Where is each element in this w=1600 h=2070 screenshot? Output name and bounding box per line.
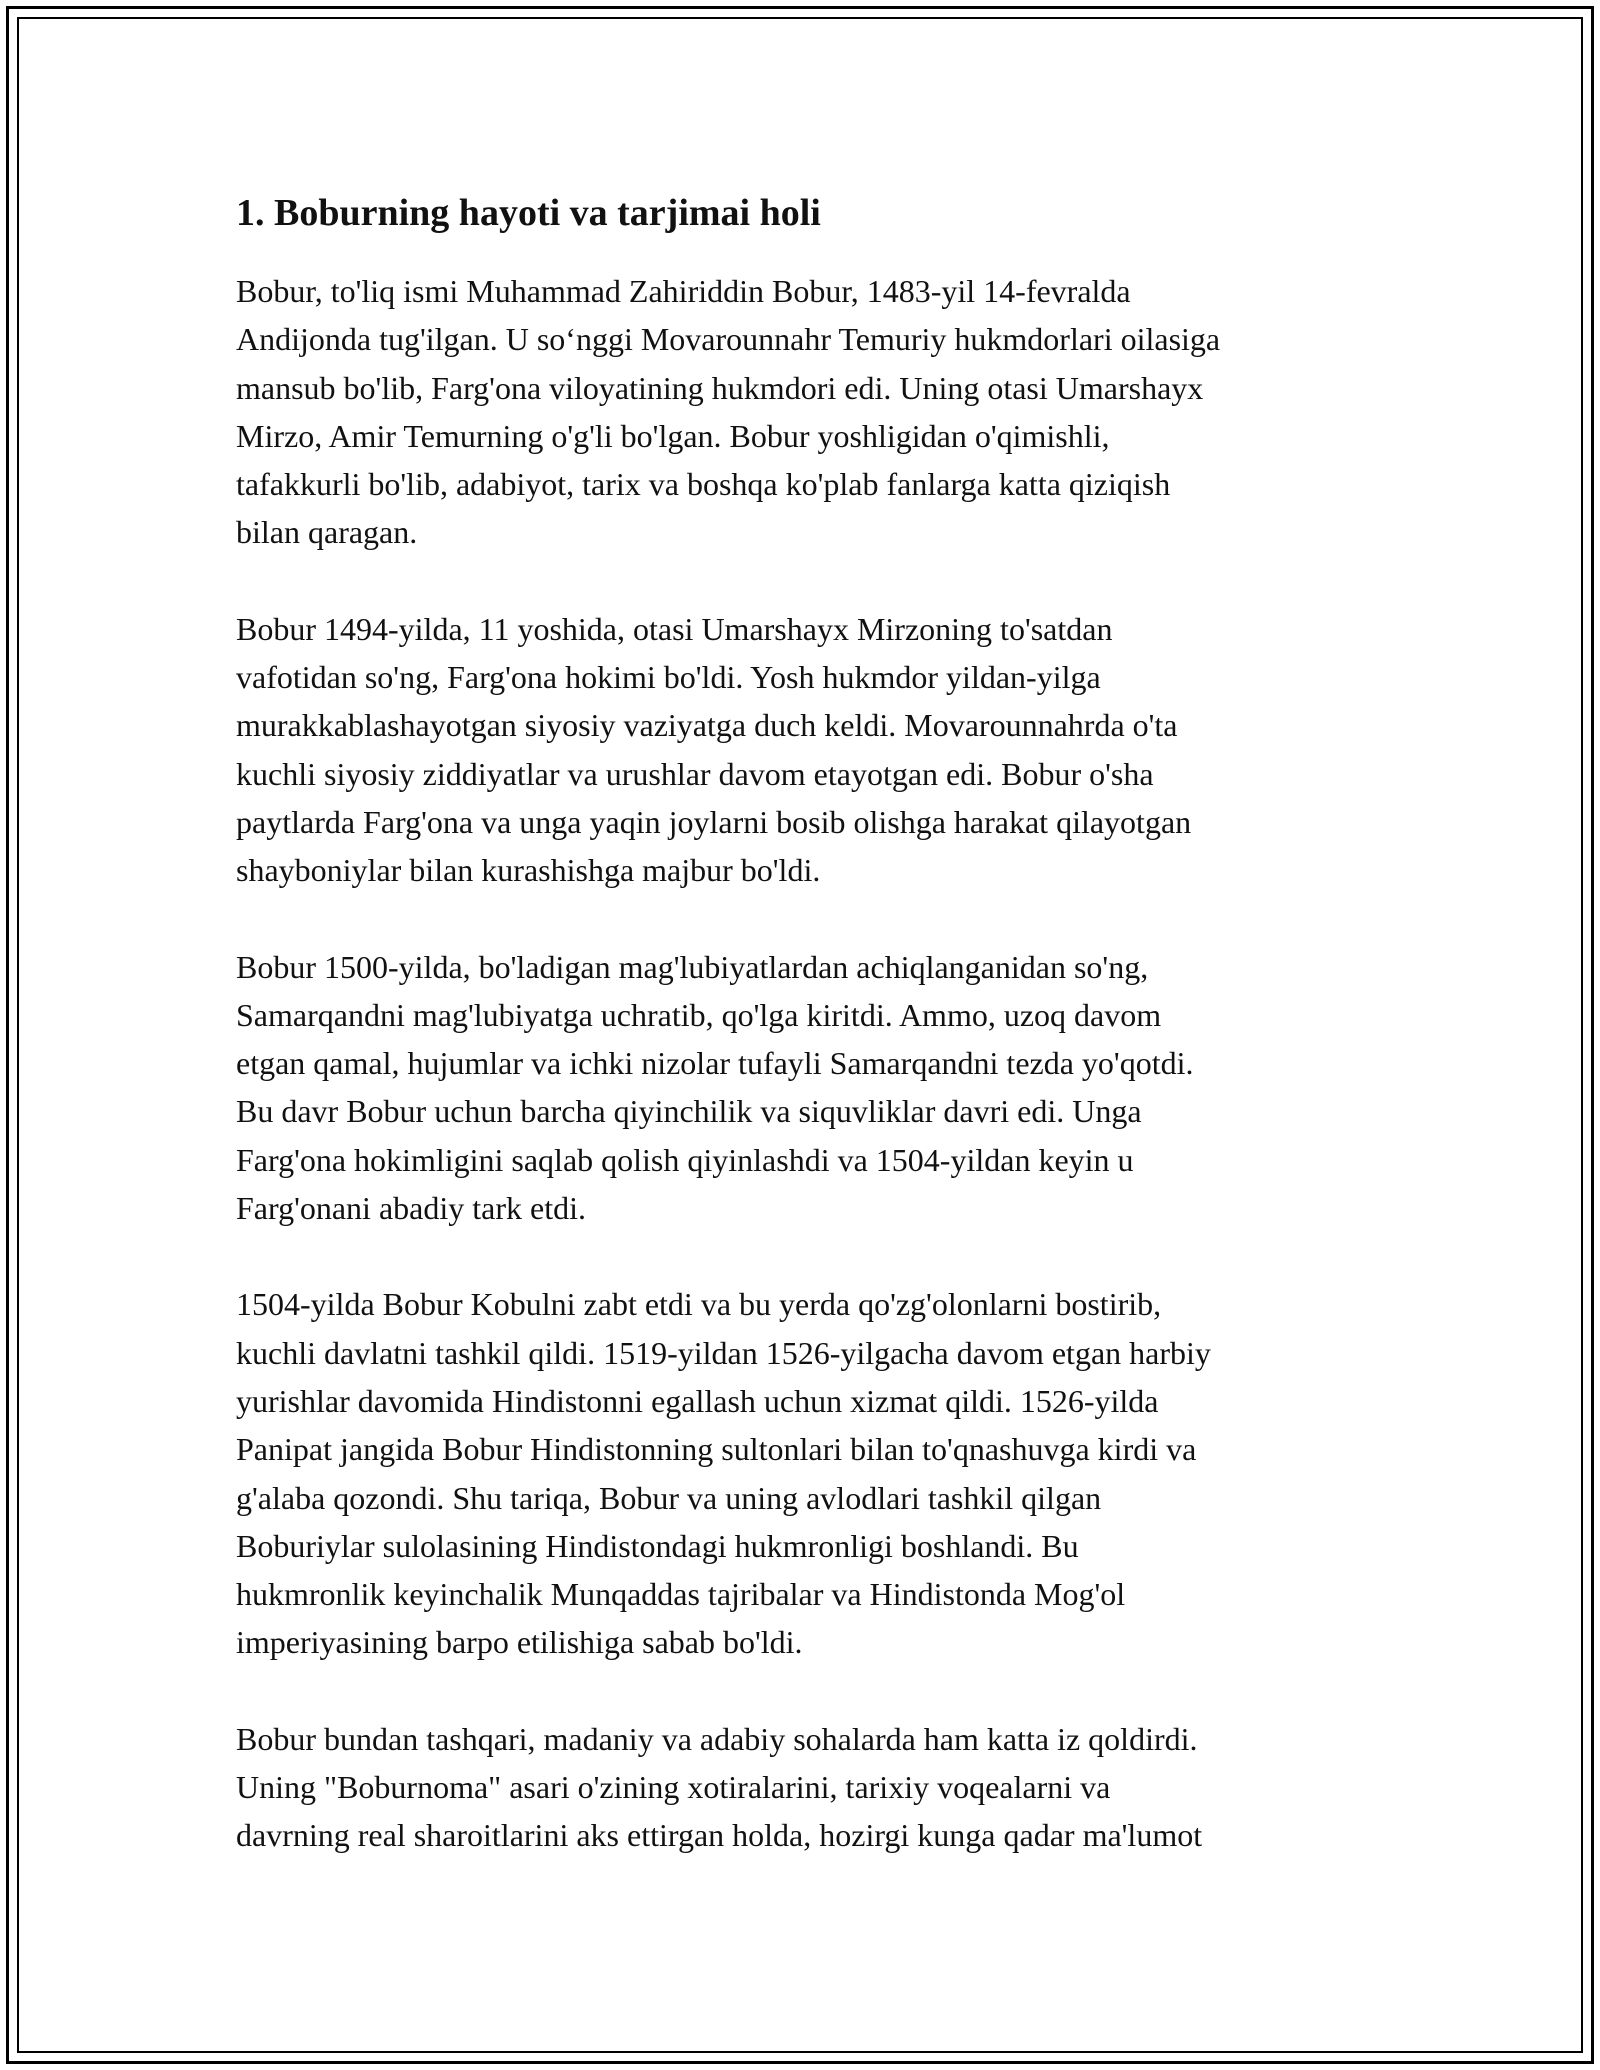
- text-line: yurishlar davomida Hindistonni egallash uchun xizmat qildi. 1526-yilda: [236, 1382, 1159, 1419]
- text-line: 1504-yilda Bobur Kobulni zabt etdi va bu yerda qo'zg'olonlarni bostirib,: [236, 1286, 1162, 1323]
- paragraph-samarkand: [236, 943, 1386, 1233]
- paragraph-kabul-india: [236, 1280, 1386, 1666]
- text-line: bilan qaragan.: [236, 514, 418, 551]
- text-line: Bobur bundan tashqari, madaniy va adabiy sohalarda ham katta iz qoldirdi.: [236, 1720, 1198, 1757]
- text-line: Samarqandni mag'lubiyatga uchratib, qo'lga kiritdi. Ammo, uzoq davom: [236, 996, 1162, 1033]
- text-line: shayboniylar bilan kurashishga majbur bo'ldi.: [236, 852, 821, 889]
- text-line: davrning real sharoitlarini aks ettirgan holda, hozirgi kunga qadar ma'lumot: [236, 1817, 1203, 1854]
- paragraph-cultural-legacy: [236, 1715, 1386, 1860]
- text-line: Farg'onani abadiy tark etdi.: [236, 1190, 586, 1227]
- text-line: murakkablashayotgan siyosiy vaziyatga duch keldi. Movarounnahrda o'ta: [236, 707, 1178, 744]
- document-content: [236, 186, 1386, 1908]
- text-line: Bobur, to'liq ismi Muhammad Zahiriddin Bobur, 1483-yil 14-fevralda: [236, 273, 1131, 309]
- text-line: paytlarda Farg'ona va unga yaqin joylarni bosib olishga harakat qilayotgan: [236, 803, 1192, 840]
- text-line: Uning "Boburnoma" asari o'zining xotiralarini, tarixiy voqealarni va: [236, 1769, 1111, 1806]
- text-line: g'alaba qozondi. Shu tariqa, Bobur va uning avlodlari tashkil qilgan: [236, 1479, 1102, 1516]
- paragraph-early-life: [236, 267, 1386, 557]
- text-line: Bobur 1500-yilda, bo'ladigan mag'lubiyatlardan achiqlanganidan so'ng,: [236, 948, 1149, 985]
- text-line: vafotidan so'ng, Farg'ona hokimi bo'ldi. Yosh hukmdor yildan-yilga: [236, 659, 1101, 696]
- text-line: Farg'ona hokimligini saqlab qolish qiyinlashdi va 1504-yildan keyin u: [236, 1141, 1134, 1178]
- text-line: Mirzo, Amir Temurning o'g'li bo'lgan. Bobur yoshligidan o'qimishli,: [236, 417, 1110, 454]
- text-line: hukmronlik keyinchalik Munqaddas tajribalar va Hindistonda Mog'ol: [236, 1576, 1126, 1613]
- text-line: Boburiylar sulolasining Hindistondagi hukmronligi boshlandi. Bu: [236, 1527, 1079, 1564]
- text-line: Andijonda tug'ilgan. U so‘nggi Movarounnahr Temuriy hukmdorlari oilasiga: [236, 321, 1221, 358]
- paragraph-fergana-rule: [236, 605, 1386, 895]
- text-line: kuchli siyosiy ziddiyatlar va urushlar davom etayotgan edi. Bobur o'sha: [236, 755, 1154, 792]
- text-line: etgan qamal, hujumlar va ichki nizolar tufayli Samarqandni tezda yo'qotdi.: [236, 1045, 1194, 1082]
- text-line: tafakkurli bo'lib, adabiyot, tarix va boshqa ko'plab fanlarga katta qiziqish: [236, 466, 1171, 503]
- text-line: mansub bo'lib, Farg'ona viloyatining hukmdori edi. Uning otasi Umarshayx: [236, 369, 1204, 406]
- section-heading: 1. Boburning hayoti va tarjimai holi: [236, 192, 821, 234]
- text-line: Bu davr Bobur uchun barcha qiyinchilik va siquvliklar davri edi. Unga: [236, 1093, 1142, 1130]
- text-line: Panipat jangida Bobur Hindistonning sultonlari bilan to'qnashuvga kirdi va: [236, 1431, 1197, 1468]
- text-line: kuchli davlatni tashkil qildi. 1519-yildan 1526-yilgacha davom etgan harbiy: [236, 1334, 1211, 1371]
- text-line: imperiyasining barpo etilishiga sabab bo'ldi.: [236, 1624, 803, 1661]
- text-line: Bobur 1494-yilda, 11 yoshida, otasi Umarshayx Mirzoning to'satdan: [236, 610, 1113, 647]
